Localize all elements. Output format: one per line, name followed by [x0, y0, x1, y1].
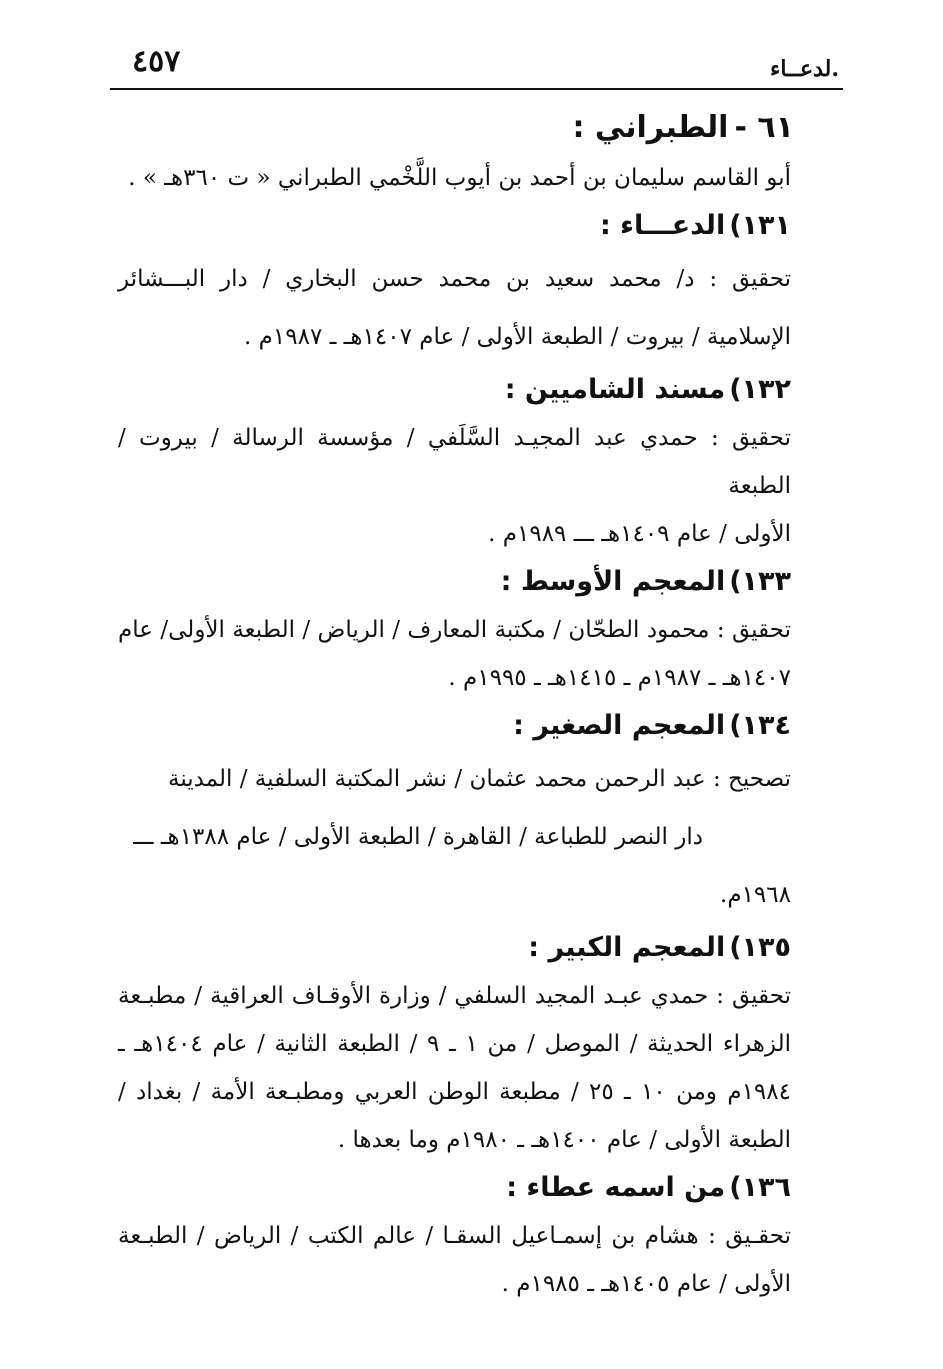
entry-line: تحقيق : د/ محمد سعيد بن محمد حسن البخاري / دار البـــشائر [118, 266, 791, 292]
page-header [110, 38, 843, 86]
entry-line: تحقيق : حمدي عبـد المجيد السلفي / وزارة الأوقـاف العراقية / مطبـعة [118, 983, 791, 1009]
entry-number: ١٣٥) [729, 932, 791, 963]
page-number: ٤٥٧ [132, 44, 181, 79]
entry-title-text: من اسمه عطاء : [506, 1172, 726, 1203]
entry-title [118, 202, 791, 250]
running-title: .لدعــاء [770, 56, 839, 82]
entry-line: تحقيق : محمود الطحّان / مكتبة المعارف / الرياض / الطبعة الأولى/ عام [118, 617, 791, 643]
entry-title-text: المعجم الكبير : [528, 932, 726, 963]
entry-number: ١٣٢) [729, 374, 791, 405]
entry-line: الإسلامية / بيروت / الطبعة الأولى / عام ١٤٠٧هـ ـ ١٩٨٧م . [244, 324, 791, 350]
entry-title [118, 702, 791, 750]
bibliography-entry [118, 1164, 791, 1308]
bibliography-entry [118, 702, 791, 924]
bibliography-entry [118, 202, 791, 366]
author-bio: أبو القاسم سليمان بن أحمد بن أيوب اللَّخْمي الطبراني « ت ٣٦٠هـ » . [128, 165, 791, 191]
entry-line: تحقـيق : هشام بن إسمـاعيل السقـا / عالم الكتب / الرياض / الطبـعة [118, 1223, 791, 1249]
entry-line: تصحيح : عبد الرحمن محمد عثمان / نشر المكتبة السلفية / المدينة [168, 766, 791, 792]
entry-line: ١٩٦٨م. [720, 882, 791, 908]
entry-line: ١٤٠٧هـ ـ ١٩٨٧م ـ ١٤١٥هـ ـ ١٩٩٥م . [448, 665, 791, 691]
page-content [118, 104, 794, 1308]
bibliography-entry [118, 558, 791, 702]
entry-number: ١٣٣) [729, 566, 791, 597]
entry-title-text: الدعـــاء : [599, 210, 726, 241]
entry-line: الأولى / عام ١٤٠٥هـ ـ ١٩٨٥م . [501, 1271, 791, 1297]
entry-number: ١٣٤) [729, 710, 791, 741]
entry-title [118, 558, 791, 606]
section-title: الطبراني : [572, 110, 729, 145]
entry-title [118, 1164, 791, 1212]
entry-title [118, 366, 791, 414]
entry-line: تحقيق : حمدي عبد المجيـد السَّلَفي / مؤسسة الرسالة / بيروت / الطبعة [118, 425, 791, 499]
entry-title-text: المعجم الصغير : [513, 710, 726, 741]
entry-line: دار النصر للطباعة / القاهرة / الطبعة الأولى / عام ١٣٨٨هـ ـــ [133, 824, 703, 850]
bibliography-entry [118, 366, 791, 558]
header-rule [110, 88, 843, 90]
entry-line: الأولى / عام ١٤٠٩هـ ـــ ١٩٨٩م . [488, 521, 791, 547]
section-number: ٦١ - [734, 110, 794, 145]
entry-line: الطبعة الأولى / عام ١٤٠٠هـ ـ ١٩٨٠م وما بعدها . [337, 1127, 791, 1153]
entry-number: ١٣٦) [729, 1172, 791, 1203]
section-heading [118, 104, 794, 152]
entry-title-text: مسند الشاميين : [504, 374, 726, 405]
entry-title [118, 924, 791, 972]
bibliography-entry [118, 924, 791, 1164]
entry-title-text: المعجم الأوسط : [500, 566, 726, 597]
entry-line: الزهراء الحديثة / الموصل / من ١ ـ ٩ / الطبعة الثانية / عام ١٤٠٤هـ ـ [118, 1031, 791, 1057]
entry-number: ١٣١) [729, 210, 791, 241]
entry-line: ١٩٨٤م ومن ١٠ ـ ٢٥ / مطبعة الوطن العربي ومطبـعة الأمة / بغداد / [118, 1079, 791, 1105]
